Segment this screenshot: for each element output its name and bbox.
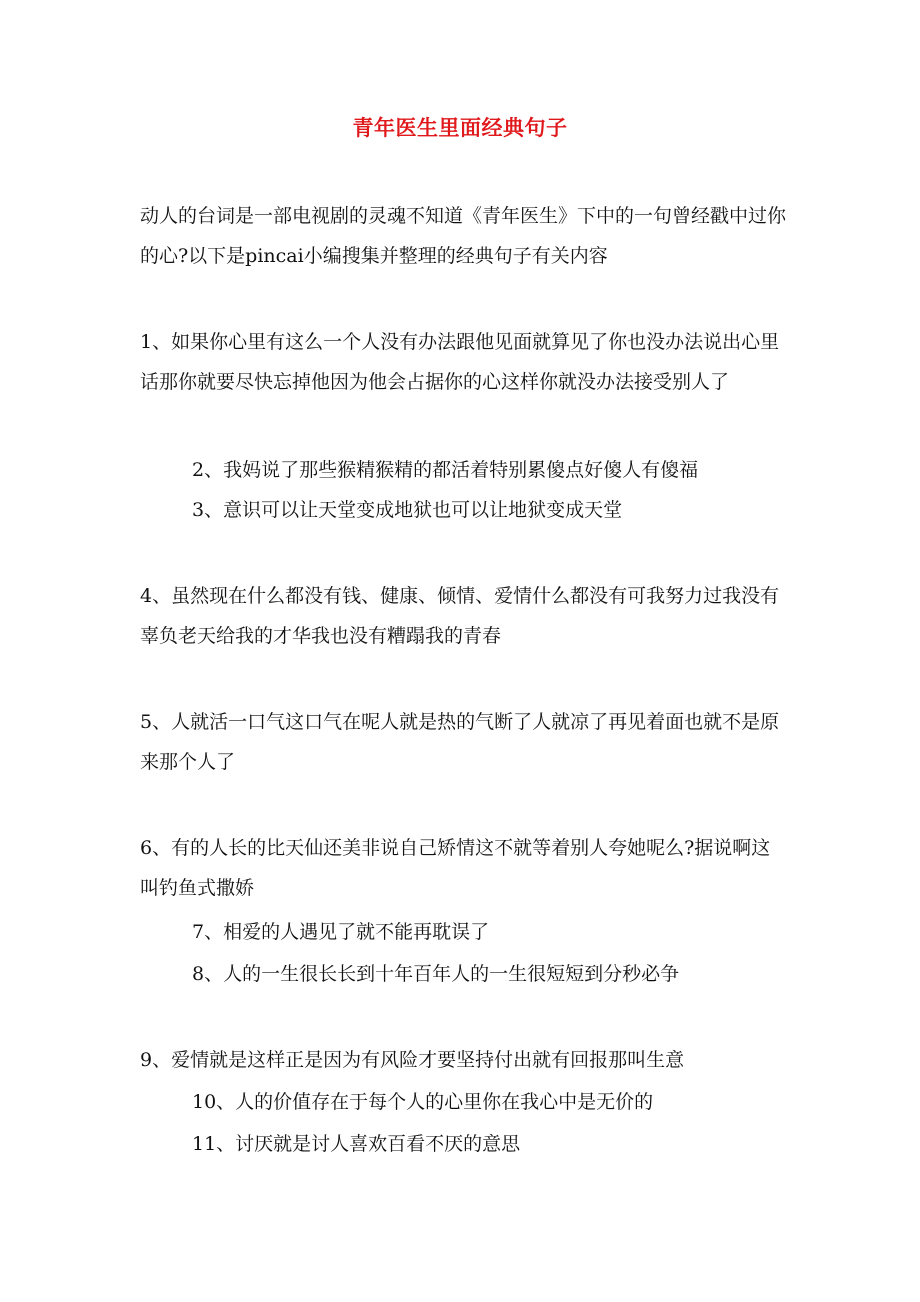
list-item: 1、如果你心里有这么一个人没有办法跟他见面就算见了你也没办法说出心里话那你就要尽快忘掉他因为他会占据你的心这样你就没办法接受别人了 xyxy=(140,331,780,393)
list-item: 3、意识可以让天堂变成地狱也可以让地狱变成天堂 xyxy=(192,499,623,521)
list-item: 8、人的一生很长长到十年百年人的一生很短短到分秒必争 xyxy=(192,963,680,985)
list-item: 2、我妈说了那些猴精猴精的都活着特别累傻点好傻人有傻福 xyxy=(192,459,699,481)
page-title: 青年医生里面经典句子 xyxy=(352,115,568,140)
list-item: 10、人的价值存在于每个人的心里你在我心中是无价的 xyxy=(192,1091,654,1113)
intro-paragraph: 动人的台词是一部电视剧的灵魂不知道《青年医生》下中的一句曾经戳中过你的心?以下是pincai小编搜集并整理的经典句子有关内容 xyxy=(140,205,787,267)
list-item: 7、相爱的人遇见了就不能再耽误了 xyxy=(192,921,490,943)
list-item: 6、有的人长的比天仙还美非说自己矫情这不就等着别人夸她呢么?据说啊这叫钓鱼式撒娇 xyxy=(140,837,771,899)
list-item: 4、虽然现在什么都没有钱、健康、倾情、爱情什么都没有可我努力过我没有辜负老天给我的才华我也没有糟蹋我的青春 xyxy=(140,585,780,647)
list-item: 11、讨厌就是讨人喜欢百看不厌的意思 xyxy=(192,1133,521,1155)
list-item: 5、人就活一口气这口气在呢人就是热的气断了人就凉了再见着面也就不是原来那个人了 xyxy=(140,711,780,773)
list-item: 9、爱情就是这样正是因为有风险才要坚持付出就有回报那叫生意 xyxy=(140,1049,685,1071)
